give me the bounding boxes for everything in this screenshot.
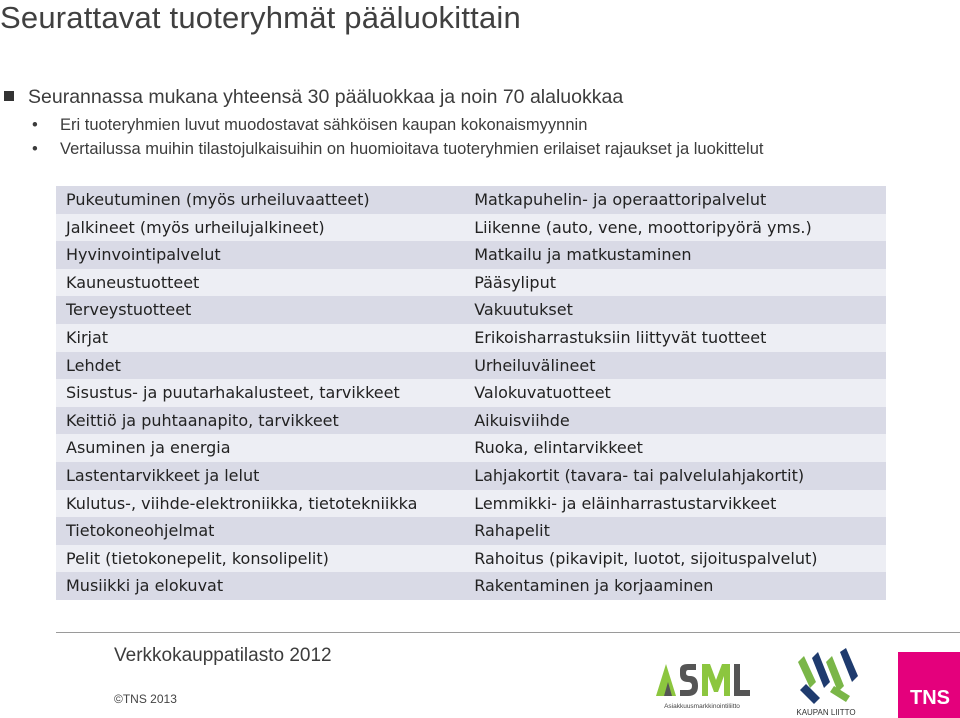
table-cell-left: Kulutus-, viihde-elektroniikka, tietotekniikka [66, 493, 418, 513]
kaupan-liitto-text: KAUPAN LIITTO [796, 708, 856, 717]
copyright-text: ©TNS 2013 [114, 692, 177, 706]
sub-bullet-text: Vertailussa muihin tilastojulkaisuihin on huomioitava tuoteryhmien erilaiset rajaukset ja luokittelut [60, 140, 764, 158]
main-bullet [4, 86, 623, 109]
table-row [56, 269, 886, 297]
table-row [56, 352, 886, 380]
table-cell-left: Keittiö ja puhtaanapito, tarvikkeet [66, 410, 339, 430]
page-title: Seurattavat tuoteryhmät pääluokittain [0, 0, 521, 35]
bullet-dot: • [32, 116, 38, 134]
footer-title: Verkkokauppatilasto 2012 [114, 645, 332, 666]
table-cell-right: Rakentaminen ja korjaaminen [474, 576, 714, 596]
footer-divider [56, 632, 960, 633]
sub-bullet [32, 140, 763, 159]
table-cell-left: Musiikki ja elokuvat [66, 576, 224, 596]
table-row [56, 517, 886, 545]
table-cell-left: Lastentarvikkeet ja lelut [66, 465, 260, 485]
table-cell-right: Matkapuhelin- ja operaattoripalvelut [474, 190, 767, 209]
tns-logo [898, 652, 960, 718]
asml-tagline: Asiakkuusmarkkinointiliitto [664, 703, 740, 710]
table-cell-left: Kirjat [66, 327, 109, 347]
table-row [56, 572, 886, 600]
table-row [56, 407, 886, 435]
table-row [56, 490, 886, 518]
kaupan-liitto-logo [790, 648, 862, 718]
table-cell-left: Pukeutuminen (myös urheiluvaatteet) [66, 190, 370, 209]
table-cell-right: Rahoitus (pikavipit, luotot, sijoituspalvelut) [474, 548, 818, 568]
square-bullet-icon [4, 91, 14, 101]
sub-bullet-text: Eri tuoteryhmien luvut muodostavat sähköisen kaupan kokonaismyynnin [60, 116, 588, 134]
table-cell-right: Urheiluvälineet [474, 355, 596, 375]
table-cell-right: Ruoka, elintarvikkeet [474, 438, 643, 458]
table-cell-right: Erikoisharrastuksiin liittyvät tuotteet [474, 327, 767, 347]
table-cell-left: Asuminen ja energia [66, 438, 231, 458]
table-row [56, 434, 886, 462]
table-cell-right: Lahjakortit (tavara- tai palvelulahjakortit) [474, 465, 805, 485]
table-cell-left: Sisustus- ja puutarhakalusteet, tarvikkeet [66, 383, 400, 403]
kaupan-liitto-mark [798, 648, 858, 704]
bullet-dot: • [32, 140, 38, 158]
table-row [56, 214, 886, 242]
category-table [56, 186, 886, 600]
table-row [56, 462, 886, 490]
table-row [56, 545, 886, 573]
table-cell-left: Tietokoneohjelmat [66, 521, 215, 541]
table-cell-left: Terveystuotteet [66, 300, 192, 320]
asml-logo [652, 656, 752, 712]
table-row [56, 241, 886, 269]
table-cell-right: Matkailu ja matkustaminen [474, 245, 692, 265]
table-cell-left: Hyvinvointipalvelut [66, 245, 221, 265]
table-cell-left: Jalkineet (myös urheilujalkineet) [66, 217, 325, 237]
table-cell-right: Vakuutukset [474, 300, 573, 320]
table-cell-left: Lehdet [66, 355, 121, 375]
table-cell-right: Lemmikki- ja eläinharrastustarvikkeet [474, 493, 777, 513]
table-cell-right: Valokuvatuotteet [474, 383, 611, 403]
table-row [56, 186, 886, 214]
table-cell-right: Pääsyliput [474, 272, 556, 292]
table-row [56, 324, 886, 352]
tns-logo-text: TNS [910, 687, 950, 709]
table-row [56, 379, 886, 407]
asml-logo-mark [656, 664, 750, 696]
main-bullet-text: Seurannassa mukana yhteensä 30 pääluokkaa ja noin 70 alaluokkaa [28, 86, 624, 108]
table-cell-right: Liikenne (auto, vene, moottoripyörä yms.) [474, 217, 812, 237]
table-cell-right: Aikuisviihde [474, 410, 570, 430]
table-cell-left: Pelit (tietokonepelit, konsolipelit) [66, 548, 329, 568]
table-cell-right: Rahapelit [474, 521, 550, 541]
table-cell-left: Kauneustuotteet [66, 272, 200, 292]
sub-bullet [32, 116, 587, 135]
table-row [56, 296, 886, 324]
